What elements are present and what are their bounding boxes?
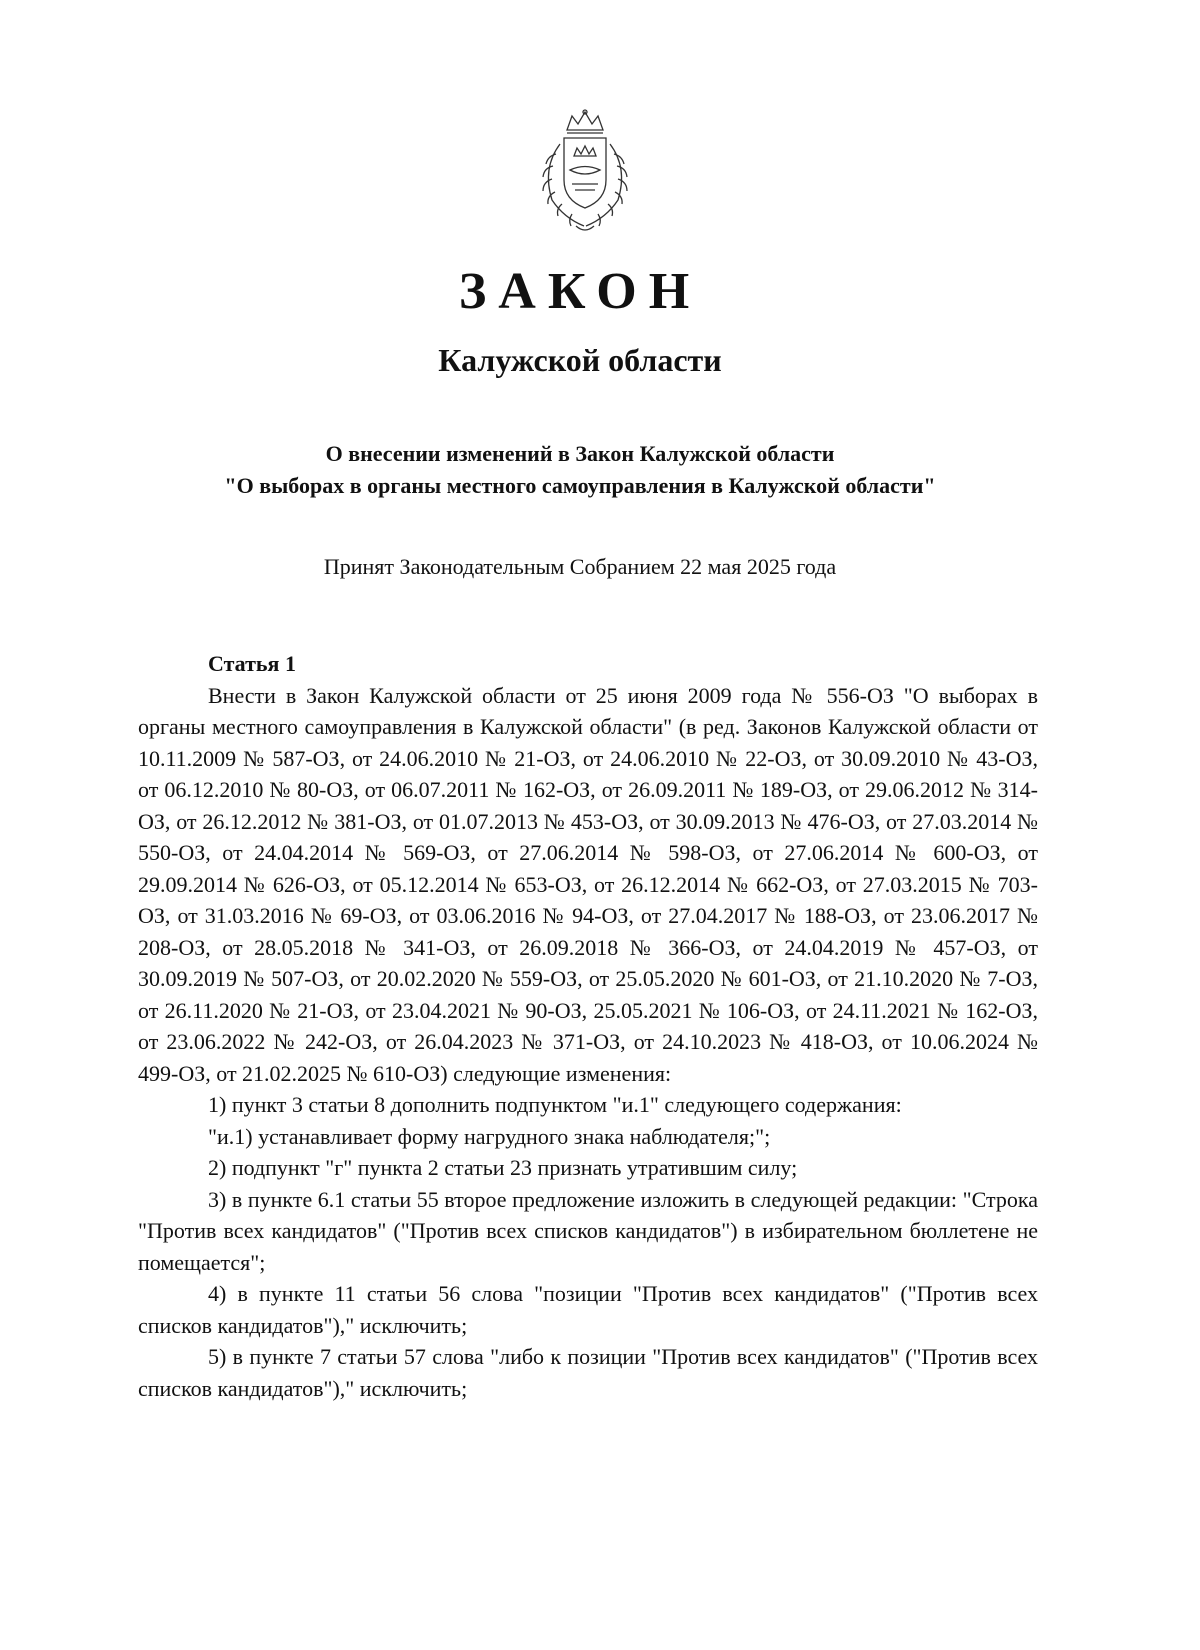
paragraph: Внести в Закон Калужской области от 25 июня 2009 года № 556-ОЗ "О выборах в органы местного самоуправления в Калужской области" (в ред. Законов Калужской области от 10.11.2009 № 587-ОЗ, от 24.06.2010 № 21-ОЗ, от 24.06.2010 № 22-ОЗ, от 30.09.2010 № 43-ОЗ, от 06.12.2010 № 80-ОЗ, от 06.07.2011 № 162-ОЗ, от 26.09.2011 № 189-ОЗ, от 29.06.2012 № 314-ОЗ, от 26.12.2012 № 381-ОЗ, от 01.07.2013 № 453-ОЗ, от 30.09.2013 № 476-ОЗ, от 27.03.2014 № 550-ОЗ, от 24.04.2014 № 569-ОЗ, от 27.06.2014 № 598-ОЗ, от 27.06.2014 № 600-ОЗ, от 29.09.2014 № 626-ОЗ, от 05.12.2014 № 653-ОЗ, от 26.12.2014 № 662-ОЗ, от 27.03.2015 № 703-ОЗ, от 31.03.2016 № 69-ОЗ, от 03.06.2016 № 94-ОЗ, от 27.04.2017 № 188-ОЗ, от 23.06.2017 № 208-ОЗ, от 28.05.2018 № 341-ОЗ, от 26.09.2018 № 366-ОЗ, от 24.04.2019 № 457-ОЗ, от 30.09.2019 № 507-ОЗ, от 20.02.2020 № 559-ОЗ, от 25.05.2020 № 601-ОЗ, от 21.10.2020 № 7-ОЗ, от 26.11.2020 № 21-ОЗ, от 23.04.2021 № 90-ОЗ, 25.05.2021 № 106-ОЗ, от 24.11.2021 № 162-ОЗ, от 23.06.2022 № 242-ОЗ, от 26.04.2023 № 371-ОЗ, от 24.10.2023 № 418-ОЗ, от 10.06.2024 № 499-ОЗ, от 21.02.2025 № 610-ОЗ) следующие изменения: [138,682,1038,1086]
region-subtitle: Калужской области [438,342,722,378]
law-heading-line2: "О выборах в органы местного самоуправления в Калужской области" [224,473,936,498]
paragraph: "и.1) устанавливает форму нагрудного знака наблюдателя;"; [208,1123,771,1149]
coat-of-arms-icon [520,108,650,238]
law-heading [120,438,1040,502]
paragraph: 1) пункт 3 статьи 8 дополнить подпунктом "и.1" следующего содержания: [208,1092,902,1117]
law-heading-line1: О внесении изменений в Закон Калужской области [325,441,835,466]
paragraph: 3) в пункте 6.1 статьи 55 второе предложение изложить в следующей редакции: "Строка "Против всех кандидатов" ("Против всех списков кандидатов") в избирательном бюллетене не помещается"; [138,1186,1038,1275]
article-title: Статья 1 [208,651,296,676]
document-title: ЗАКОН [458,263,702,320]
paragraph: 2) подпункт "г" пункта 2 статьи 23 признать утратившим силу; [208,1155,798,1180]
document-body [138,648,1038,1404]
paragraph: 4) в пункте 11 статьи 56 слова "позиции "Против всех кандидатов" ("Против всех списков кандидатов")," исключить; [138,1281,1038,1338]
paragraph: 5) в пункте 7 статьи 57 слова "либо к позиции "Против всех кандидатов" ("Против всех списков кандидатов")," исключить; [138,1344,1038,1401]
adoption-line: Принят Законодательным Собранием 22 мая 2025 года [323,554,837,579]
